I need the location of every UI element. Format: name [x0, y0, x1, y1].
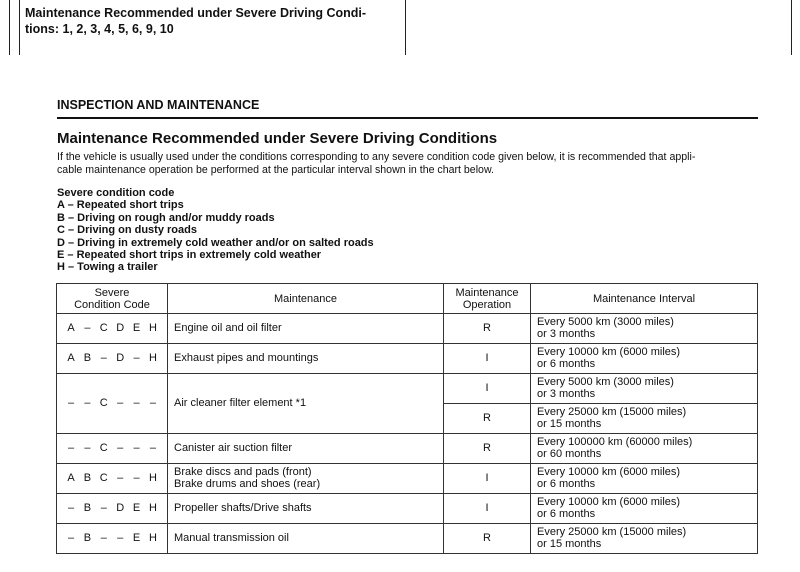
code-letter: B [83, 471, 92, 484]
code-letter: – [67, 501, 75, 514]
code-letter: E [132, 321, 141, 334]
code-letter: – [100, 531, 107, 544]
interval-cell [531, 464, 758, 494]
code-letter: – [117, 471, 124, 484]
interval-distance: Every 10000 km (6000 miles) [537, 346, 681, 358]
code-item-b: B – Driving on rough and/or muddy roads [57, 211, 275, 224]
code-letter: H [148, 531, 157, 544]
code-letter: H [148, 351, 157, 364]
code-letter: – [117, 441, 124, 454]
code-letter: – [133, 471, 140, 484]
code-letter: A [67, 351, 75, 364]
operation-cell: I [444, 494, 531, 524]
code-letter: – [117, 531, 124, 544]
interval-cell [531, 524, 758, 554]
page-header [25, 5, 405, 37]
code-letter: – [84, 441, 91, 454]
code-item-c: C – Driving on dusty roads [57, 224, 197, 237]
code-letter: H [148, 321, 157, 334]
code-letter: D [116, 321, 125, 334]
code-letter: C [99, 471, 108, 484]
code-letter: B [83, 501, 92, 514]
interval-time: or 60 months [537, 447, 602, 460]
header-condition-code [57, 284, 168, 314]
header-line-1: Maintenance Recommended under Severe Driving Condi- [25, 6, 367, 20]
code-letter: – [133, 396, 140, 409]
operation-cell: R [444, 434, 531, 464]
interval-distance: Every 10000 km (6000 miles) [537, 466, 681, 478]
condition-code-cell [57, 524, 168, 554]
code-letter: – [100, 501, 107, 514]
condition-code-cell [57, 464, 168, 494]
code-letter: – [133, 441, 140, 454]
table-row [57, 494, 758, 524]
section-divider [57, 117, 758, 119]
code-letter: A [67, 471, 75, 484]
header-operation [444, 284, 531, 314]
code-letter: – [117, 396, 124, 409]
interval-time: or 15 months [537, 537, 602, 550]
margin-line-middle [405, 0, 406, 55]
code-letter: D [116, 351, 125, 364]
interval-distance: Every 100000 km (60000 miles) [537, 436, 693, 448]
table-row [57, 464, 758, 494]
code-letter: – [133, 351, 140, 364]
condition-code-cell [57, 374, 168, 434]
code-item-a: A – Repeated short trips [57, 199, 184, 212]
condition-code-cell [57, 434, 168, 464]
code-letter: D [116, 501, 125, 514]
code-letter: C [99, 321, 108, 334]
condition-code-cell [57, 344, 168, 374]
code-letter: – [67, 396, 75, 409]
maintenance-item-line1: Brake discs and pads (front) [174, 466, 312, 478]
interval-time: or 6 months [537, 507, 596, 520]
code-letter: E [132, 531, 141, 544]
code-letter: H [148, 471, 157, 484]
header-op-line2: Operation [462, 298, 512, 311]
interval-cell [531, 344, 758, 374]
interval-distance: Every 10000 km (6000 miles) [537, 496, 681, 508]
maintenance-item [168, 464, 444, 494]
header-code-line2: Condition Code [74, 298, 150, 311]
severe-condition-code-list [57, 187, 374, 274]
interval-distance: Every 25000 km (15000 miles) [537, 526, 687, 538]
section-title: INSPECTION AND MAINTENANCE [57, 98, 260, 112]
header-interval: Maintenance Interval [531, 284, 758, 314]
code-letter: B [83, 351, 92, 364]
condition-code-cell [57, 314, 168, 344]
table-header-row [57, 284, 758, 314]
header-maintenance: Maintenance [168, 284, 444, 314]
interval-distance: Every 5000 km (3000 miles) [537, 316, 674, 328]
interval-cell [531, 434, 758, 464]
interval-cell [531, 314, 758, 344]
operation-cell: R [444, 404, 531, 434]
header-line-2: tions: 1, 2, 3, 4, 5, 6, 9, 10 [25, 22, 174, 36]
header-op-line1: Maintenance [455, 286, 519, 299]
table-row [57, 374, 758, 404]
margin-line-left-outer [9, 0, 10, 55]
interval-time: or 6 months [537, 357, 596, 370]
operation-cell: I [444, 344, 531, 374]
intro-line-2: cable maintenance operation be performed at the particular interval shown in the chart below. [57, 163, 494, 176]
maintenance-item: Exhaust pipes and mountings [168, 344, 444, 374]
operation-cell: I [444, 464, 531, 494]
code-letter: – [67, 441, 75, 454]
operation-cell: I [444, 374, 531, 404]
code-letter: – [149, 396, 157, 409]
code-letter: – [84, 396, 91, 409]
interval-cell [531, 494, 758, 524]
code-item-d: D – Driving in extremely cold weather and/or on salted roads [57, 236, 374, 249]
code-letter: H [148, 501, 157, 514]
code-letter: C [99, 441, 108, 454]
interval-time: or 3 months [537, 387, 596, 400]
code-letter: – [67, 531, 75, 544]
maintenance-item: Canister air suction filter [168, 434, 444, 464]
interval-distance: Every 5000 km (3000 miles) [537, 376, 674, 388]
code-letter: – [84, 321, 91, 334]
interval-cell [531, 404, 758, 434]
margin-line-right [791, 0, 792, 55]
table-row [57, 314, 758, 344]
header-code-line1: Severe [94, 286, 130, 299]
maintenance-table [56, 283, 758, 554]
maintenance-item: Air cleaner filter element *1 [168, 374, 444, 434]
table-row [57, 344, 758, 374]
intro-line-1: If the vehicle is usually used under the conditions corresponding to any severe condition code given below, it is recommended that appli- [57, 151, 696, 163]
intro-paragraph [57, 151, 757, 176]
maintenance-item: Engine oil and oil filter [168, 314, 444, 344]
operation-cell: R [444, 524, 531, 554]
margin-line-left-inner [19, 0, 20, 55]
interval-time: or 6 months [537, 477, 596, 490]
code-letter: C [99, 396, 108, 409]
code-letter: E [132, 501, 141, 514]
interval-cell [531, 374, 758, 404]
interval-distance: Every 25000 km (15000 miles) [537, 406, 687, 418]
condition-code-cell [57, 494, 168, 524]
code-letter: – [149, 441, 157, 454]
code-letter: B [83, 531, 92, 544]
page-title: Maintenance Recommended under Severe Driving Conditions [57, 130, 498, 147]
operation-cell: R [444, 314, 531, 344]
table-row [57, 524, 758, 554]
interval-time: or 15 months [537, 417, 602, 430]
code-letter: – [100, 351, 107, 364]
table-row [57, 434, 758, 464]
code-list-caption: Severe condition code [57, 187, 175, 199]
code-letter: A [67, 321, 75, 334]
interval-time: or 3 months [537, 327, 596, 340]
maintenance-item: Manual transmission oil [168, 524, 444, 554]
maintenance-item-line2: Brake drums and shoes (rear) [174, 477, 321, 490]
maintenance-item: Propeller shafts/Drive shafts [168, 494, 444, 524]
code-item-e: E – Repeated short trips in extremely cold weather [57, 249, 322, 262]
code-item-h: H – Towing a trailer [57, 261, 158, 274]
